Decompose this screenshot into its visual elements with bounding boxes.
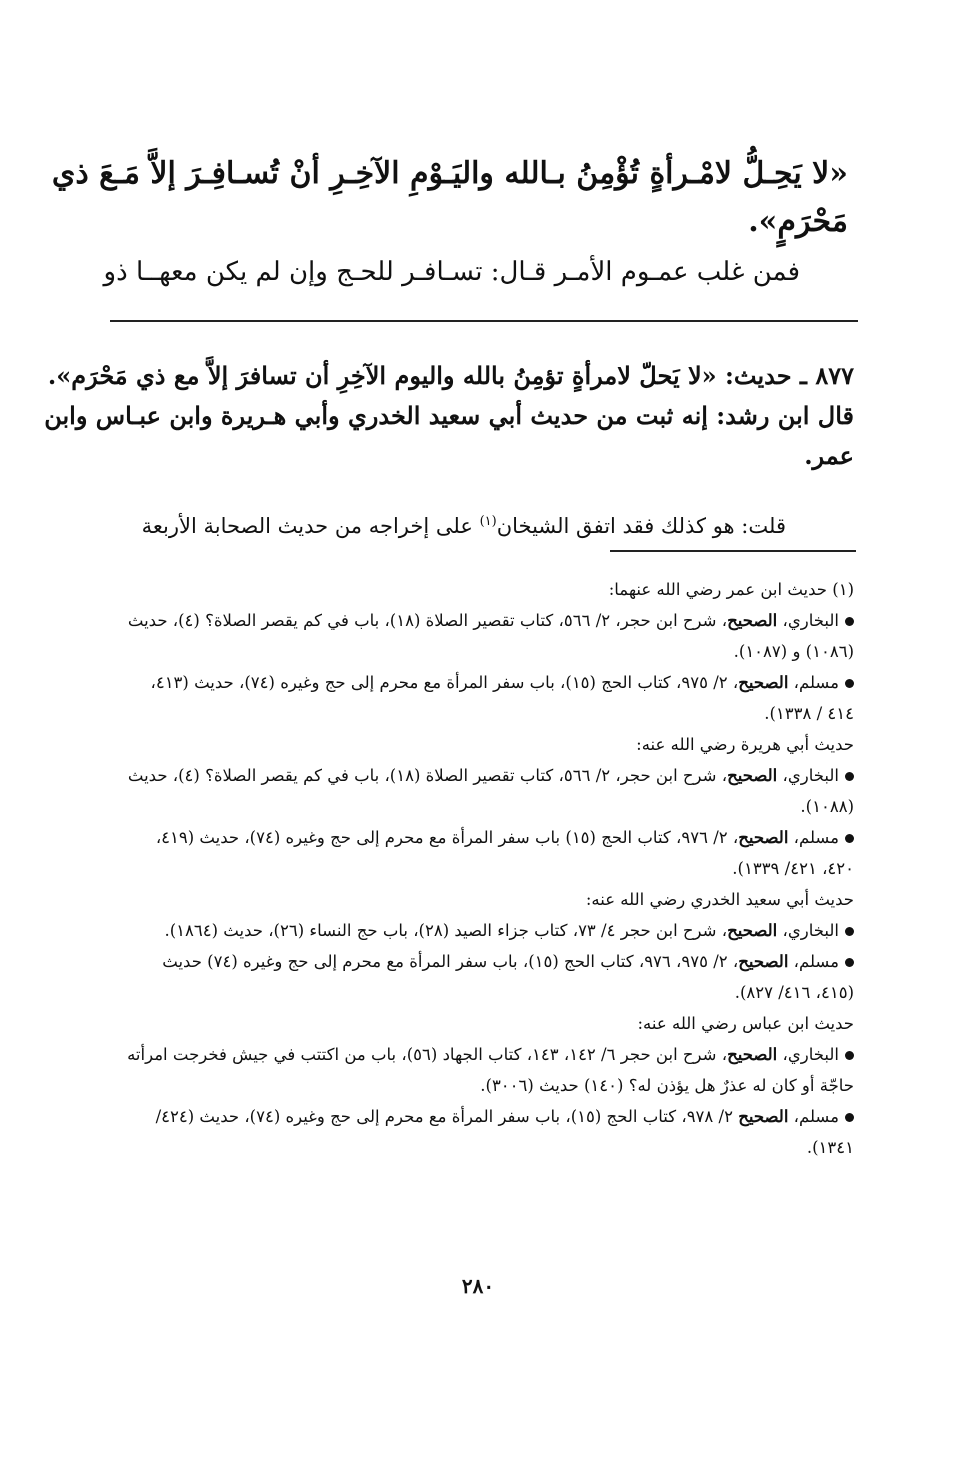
footnote-heading-abu-said: حديث أبي سعيد الخدري رضي الله عنه: [585,890,854,909]
footnote-item: مسلم، الصحيح، ٢/ ٩٧٥، كتاب الحج (١٥)، باب سفر المرأة مع محرم إلى حج وغيره (٧٤)، حديث (٤١٣، ٤١٤ / ١٣٣٨). [150,673,854,723]
hadith-line-1: ٨٧٧ ـ حديث: «لا يَحلّ لامرأةٍ تؤمِنُ بالله واليوم الآخِرِ أن تسافرَ إلاَّ مع ذي مَحْرَم». [47,361,854,390]
footnote-heading-ibn-umar: (١) حديث ابن عمر رضي الله عنهما: [608,580,854,599]
page-number: ٢٨٠ [461,1274,495,1298]
bullet-icon [845,834,854,843]
footnote-item: البخاري، الصحيح، شرح ابن حجر ٤/ ٧٣، كتاب جزاء الصيد (٢٨)، باب حج النساء (٢٦)، حديث (١٨٦٤). [124,915,854,946]
footnote-item: البخاري، الصحيح، شرح ابن حجر ٦/ ١٤٢، ١٤٣، كتاب الجهاد (٥٦)، باب من اكتتب في جيش فخرجت امرأته حاجّة أو كان له عذرٌ هل يؤذن له؟ (١٤٠) حديث (٣٠٠٦). [127,1045,854,1095]
bullet-icon [845,1051,854,1060]
footnote-item: البخاري، الصحيح، شرح ابن حجر، ٢/ ٥٦٦، كتاب تقصير الصلاة (١٨)، باب في كم يقصر الصلاة؟ (٤)، حديث (١٠٨٨). [127,766,854,816]
quote-line-2: مَحْرَمٍ». [748,204,848,239]
bullet-icon [845,1113,854,1122]
bullet-icon [845,617,854,626]
footnotes [124,574,854,1163]
section-divider [110,320,858,322]
bullet-icon [845,772,854,781]
hadith-line-2: قال ابن رشد: إنه ثبت من حديث أبي سعيد الخدري وأبي هـريرة وابن عبـاس وابن [44,401,854,430]
footnote-item: مسلم، الصحيح ٢/ ٩٧٨، كتاب الحج (١٥)، باب سفر المرأة مع محرم إلى حج وغيره (٧٤)، حديث (٤٢٤/ ١٣٤١). [155,1107,854,1157]
bullet-icon [845,927,854,936]
note-text-before: قلت: هو كذلك فقد اتفق الشيخان [496,514,786,538]
author-note [126,505,786,543]
footnote-item: مسلم، الصحيح، ٢/ ٩٧٦، كتاب الحج (١٥) باب سفر المرأة مع محرم إلى حج وغيره (٧٤)، حديث (٤١٩، ٤٢٠، ٤٢١/ ١٣٣٩). [155,828,854,878]
footnote-item: مسلم، الصحيح، ٢/ ٩٧٥، ٩٧٦، كتاب الحج (١٥)، باب سفر المرأة مع محرم إلى حج وغيره (٧٤) حديث (٤١٥، ٤١٦/ ٨٢٧). [162,952,854,1002]
bullet-icon [845,958,854,967]
hadith-entry [44,356,854,476]
footnote-heading-abu-hurayra: حديث أبي هريرة رضي الله عنه: [636,735,854,754]
footnote-reference[interactable]: (١) [479,514,497,529]
footnote-heading-ibn-abbas: حديث ابن عباس رضي الله عنه: [637,1014,854,1033]
footnote-item: البخاري، الصحيح، شرح ابن حجر، ٢/ ٥٦٦، كتاب تقصير الصلاة (١٨)، باب في كم يقصر الصلاة؟ (٤)، حديث (١٠٨٦) و (١٠٨٧). [127,611,854,661]
footnote-separator [610,550,856,552]
note-text-after: على إخراجه من حديث الصحابة الأربعة [141,514,480,538]
quote-line-1: «لا يَحِـلُّ لامْـرأةٍ تُؤْمِنُ بـالله واليَـوْمِ الآخِـرِ أنْ تُسـافِـرَ إلاَّ مَـعَ ذي [51,156,848,191]
hadith-line-3: عمر. [804,441,854,470]
bullet-icon [845,679,854,688]
hadith-quote [51,150,848,246]
body-text-excerpt: فمن غلب عمـوم الأمـر قـال: تسـافـر للحـج وإن لم يكن معهــا ذو [103,257,800,287]
